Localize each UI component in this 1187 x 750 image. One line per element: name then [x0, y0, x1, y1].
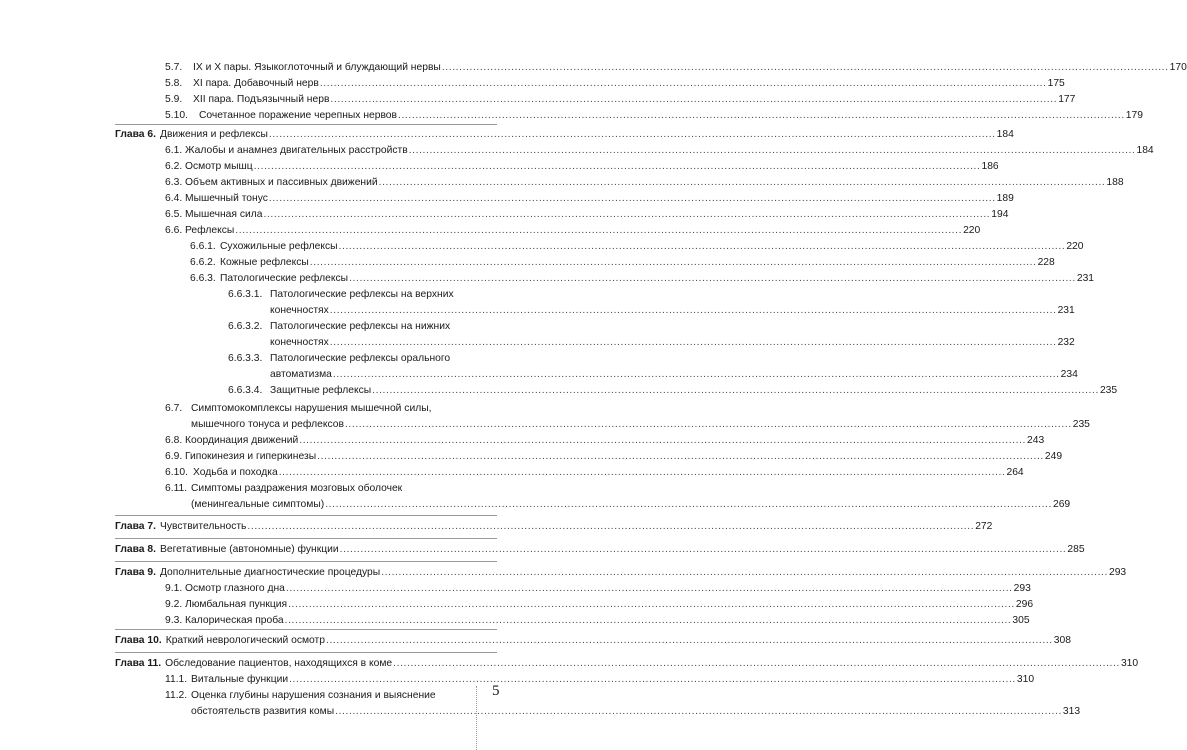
- entry-page: 310: [1016, 674, 1035, 685]
- leader-dots: [269, 127, 996, 142]
- chapter-number: Глава 10.: [115, 635, 162, 646]
- toc-entry-6-10[interactable]: [165, 465, 1024, 480]
- entry-number: 6.10.: [165, 467, 188, 478]
- toc-entry-6-8[interactable]: [165, 433, 1045, 448]
- entry-title: XII пара. Подъязычный нерв: [193, 94, 330, 105]
- leader-dots: [409, 143, 1136, 158]
- toc-entry-9-3[interactable]: [165, 613, 1030, 628]
- entry-page: 269: [1052, 499, 1071, 510]
- toc-chapter-11[interactable]: [115, 656, 1139, 671]
- toc-entry-6-6-3-2[interactable]: [228, 319, 1075, 350]
- entry-title: Калорическая проба: [185, 615, 284, 626]
- toc-entry-6-2[interactable]: [165, 159, 999, 174]
- entry-page: 231: [1057, 305, 1075, 316]
- leader-dots: [299, 433, 1026, 448]
- entry-page: 194: [991, 209, 1009, 220]
- leader-dots: [333, 367, 1060, 382]
- section-divider: [115, 124, 497, 125]
- page-margin-rule: [476, 686, 477, 750]
- entry-number: 5.10.: [165, 110, 188, 121]
- entry-title: Мышечный тонус: [185, 193, 268, 204]
- toc-entry-6-5[interactable]: [165, 207, 1009, 222]
- leader-dots: [310, 255, 1037, 270]
- chapter-number: Глава 6.: [115, 129, 156, 140]
- entry-page: 220: [963, 225, 981, 236]
- entry-page: 177: [1058, 94, 1076, 105]
- toc-entry-6-9[interactable]: [165, 449, 1063, 464]
- page-number: 5: [492, 683, 500, 699]
- entry-number: 6.3.: [165, 177, 183, 188]
- leader-dots: [279, 465, 1006, 480]
- leader-dots: [269, 191, 996, 206]
- entry-number: 6.1.: [165, 145, 183, 156]
- entry-title: Объем активных и пассивных движений: [185, 177, 378, 188]
- chapter-page: 184: [996, 129, 1014, 140]
- leader-dots: [326, 633, 1053, 648]
- chapter-page: 285: [1067, 544, 1085, 555]
- entry-title: Патологические рефлексы на верхних: [270, 289, 454, 300]
- toc-entry-6-3[interactable]: [165, 175, 1124, 190]
- entry-number: 6.6.: [165, 225, 183, 236]
- entry-title: Гипокинезия и гиперкинезы: [185, 451, 317, 462]
- chapter-number: Глава 9.: [115, 567, 156, 578]
- entry-page: 228: [1037, 257, 1055, 268]
- toc-entry-6-6[interactable]: [165, 223, 981, 238]
- chapter-page: 308: [1053, 635, 1071, 646]
- entry-page: 235: [1099, 385, 1118, 396]
- chapter-title: Движения и рефлексы: [159, 129, 268, 140]
- toc-entry-6-1[interactable]: [165, 143, 1154, 158]
- leader-dots: [320, 76, 1047, 91]
- entry-number: 9.1.: [165, 583, 183, 594]
- toc-entry-11-1[interactable]: [165, 672, 1035, 687]
- toc-chapter-10[interactable]: [115, 633, 1071, 648]
- chapter-number: Глава 7.: [115, 521, 156, 532]
- entry-title: Защитные рефлексы: [270, 385, 372, 396]
- entry-number: 5.8.: [165, 78, 183, 89]
- entry-page: 243: [1027, 435, 1045, 446]
- entry-page: 232: [1057, 337, 1075, 348]
- entry-number: 5.9.: [165, 94, 183, 105]
- entry-number: 6.7.: [165, 403, 183, 414]
- entry-page: 175: [1047, 78, 1065, 89]
- entry-title: XI пара. Добавочный нерв: [193, 78, 319, 89]
- entry-number: 5.7.: [165, 62, 183, 73]
- toc-chapter-9[interactable]: [115, 565, 1127, 580]
- toc-entry-6-7[interactable]: [165, 401, 1090, 432]
- entry-number: 6.6.2.: [190, 257, 216, 268]
- entry-page: 305: [1012, 615, 1030, 626]
- entry-title: Координация движений: [185, 435, 299, 446]
- entry-title: Симптомы раздражения мозговых оболочек: [191, 483, 403, 494]
- entry-title: Патологические рефлексы орального: [270, 353, 451, 364]
- leader-dots: [330, 303, 1057, 318]
- entry-page: 186: [981, 161, 999, 172]
- entry-number: 6.4.: [165, 193, 183, 204]
- toc-entry-5-10[interactable]: [165, 108, 1143, 123]
- toc-entry-6-6-3[interactable]: [190, 271, 1095, 286]
- chapter-title: Вегетативные (автономные) функции: [159, 544, 339, 555]
- leader-dots: [393, 656, 1120, 671]
- chapter-title: Краткий неврологический осмотр: [165, 635, 325, 646]
- chapter-title: Чувствительность: [159, 521, 247, 532]
- leader-dots: [285, 613, 1012, 628]
- leader-dots: [442, 60, 1169, 75]
- entry-number: 6.6.3.2.: [228, 321, 263, 332]
- section-divider: [115, 652, 497, 653]
- entry-title-continuation: конечностях: [270, 305, 329, 316]
- entry-title: Витальные функции: [191, 674, 289, 685]
- entry-title-continuation: мышечного тонуса и рефлексов: [191, 419, 344, 430]
- entry-page: 184: [1136, 145, 1154, 156]
- entry-title-continuation: обстоятельств развития комы: [191, 706, 335, 717]
- entry-number: 11.1.: [165, 674, 188, 685]
- leader-dots: [263, 207, 990, 222]
- chapter-title: Дополнительные диагностические процедуры: [159, 567, 381, 578]
- entry-number: 6.2.: [165, 161, 183, 172]
- entry-number: 6.6.3.: [190, 273, 216, 284]
- entry-page: 189: [996, 193, 1014, 204]
- toc-entry-6-6-1[interactable]: [190, 239, 1084, 254]
- toc-chapter-8[interactable]: [115, 542, 1085, 557]
- entry-title: IX и X пары. Языкоглоточный и блуждающий нервы: [193, 62, 441, 73]
- entry-page: 188: [1106, 177, 1124, 188]
- leader-dots: [330, 92, 1057, 107]
- section-divider: [115, 538, 497, 539]
- entry-title: Ходьба и походка: [193, 467, 278, 478]
- entry-title: Патологические рефлексы на нижних: [270, 321, 451, 332]
- leader-dots: [339, 239, 1066, 254]
- entry-title: Осмотр мышц: [185, 161, 253, 172]
- toc-entry-6-6-3-4[interactable]: [228, 383, 1118, 398]
- entry-page: 235: [1072, 419, 1090, 430]
- section-divider: [115, 515, 497, 516]
- leader-dots: [398, 108, 1125, 123]
- entry-title: Сочетанное поражение черепных нервов: [199, 110, 398, 121]
- entry-title-continuation: конечностях: [270, 337, 329, 348]
- entry-title-continuation: (менингеальные симптомы): [191, 499, 325, 510]
- leader-dots: [340, 542, 1067, 557]
- leader-dots: [289, 672, 1016, 687]
- entry-number: 6.6.3.4.: [228, 385, 263, 396]
- entry-page: 313: [1062, 706, 1081, 717]
- entry-page: 220: [1066, 241, 1084, 252]
- chapter-page: 272: [975, 521, 993, 532]
- leader-dots: [286, 581, 1013, 596]
- entry-title: Мышечная сила: [185, 209, 263, 220]
- toc-chapter-6[interactable]: [115, 127, 1014, 142]
- toc-entry-6-6-3-1[interactable]: [228, 287, 1075, 318]
- entry-page: 293: [1013, 583, 1031, 594]
- leader-dots: [317, 449, 1044, 464]
- entry-page: 249: [1044, 451, 1063, 462]
- entry-page: 234: [1060, 369, 1078, 380]
- entry-number: 6.5.: [165, 209, 183, 220]
- entry-title: Оценка глубины нарушения сознания и выяснение: [191, 690, 436, 701]
- entry-number: 9.3.: [165, 615, 183, 626]
- toc-entry-6-6-2[interactable]: [190, 255, 1055, 270]
- leader-dots: [335, 704, 1062, 719]
- leader-dots: [345, 417, 1072, 432]
- toc-entry-9-2[interactable]: [165, 597, 1034, 612]
- section-divider: [115, 561, 497, 562]
- leader-dots: [381, 565, 1108, 580]
- entry-number: 6.8.: [165, 435, 183, 446]
- chapter-page: 293: [1108, 567, 1127, 578]
- entry-title: Рефлексы: [185, 225, 235, 236]
- entry-title: Люмбальная пункция: [185, 599, 288, 610]
- leader-dots: [247, 519, 974, 534]
- leader-dots: [288, 597, 1015, 612]
- entry-title: Осмотр глазного дна: [185, 583, 285, 594]
- entry-number: 11.2.: [165, 690, 188, 701]
- toc-entry-9-1[interactable]: [165, 581, 1031, 596]
- entry-page: 179: [1125, 110, 1143, 121]
- leader-dots: [254, 159, 981, 174]
- entry-number: 6.6.3.3.: [228, 353, 263, 364]
- toc-entry-6-6-3-3[interactable]: [228, 351, 1078, 382]
- leader-dots: [379, 175, 1106, 190]
- chapter-page: 310: [1120, 658, 1139, 669]
- toc-entry-6-4[interactable]: [165, 191, 1014, 206]
- toc-entry-5-7[interactable]: [165, 60, 1187, 75]
- chapter-number: Глава 8.: [115, 544, 156, 555]
- chapter-title: Обследование пациентов, находящихся в коме: [165, 658, 393, 669]
- toc-entry-6-11[interactable]: [165, 481, 1071, 512]
- leader-dots: [372, 383, 1099, 398]
- entry-number: 6.9.: [165, 451, 183, 462]
- entry-number: 6.11.: [165, 483, 188, 494]
- entry-number: 6.6.3.1.: [228, 289, 263, 300]
- section-divider: [115, 629, 497, 630]
- toc-entry-5-9[interactable]: [165, 92, 1076, 107]
- entry-title: Сухожильные рефлексы: [220, 241, 338, 252]
- entry-page: 170: [1169, 62, 1187, 73]
- entry-number: 6.6.1.: [190, 241, 216, 252]
- entry-title: Жалобы и анамнез двигательных расстройств: [185, 145, 408, 156]
- leader-dots: [330, 335, 1057, 350]
- entry-page: 264: [1006, 467, 1024, 478]
- entry-number: 9.2.: [165, 599, 183, 610]
- chapter-number: Глава 11.: [115, 658, 162, 669]
- entry-page: 231: [1076, 273, 1095, 284]
- entry-title: Патологические рефлексы: [220, 273, 349, 284]
- leader-dots: [325, 497, 1052, 512]
- toc-chapter-7[interactable]: [115, 519, 993, 534]
- entry-page: 296: [1015, 599, 1034, 610]
- entry-title: Симптомокомплексы нарушения мышечной силы,: [191, 403, 432, 414]
- leader-dots: [349, 271, 1076, 286]
- entry-title-continuation: автоматизма: [270, 369, 332, 380]
- toc-entry-11-2[interactable]: [165, 688, 1081, 719]
- toc-entry-5-8[interactable]: [165, 76, 1065, 91]
- entry-title: Кожные рефлексы: [220, 257, 309, 268]
- leader-dots: [235, 223, 962, 238]
